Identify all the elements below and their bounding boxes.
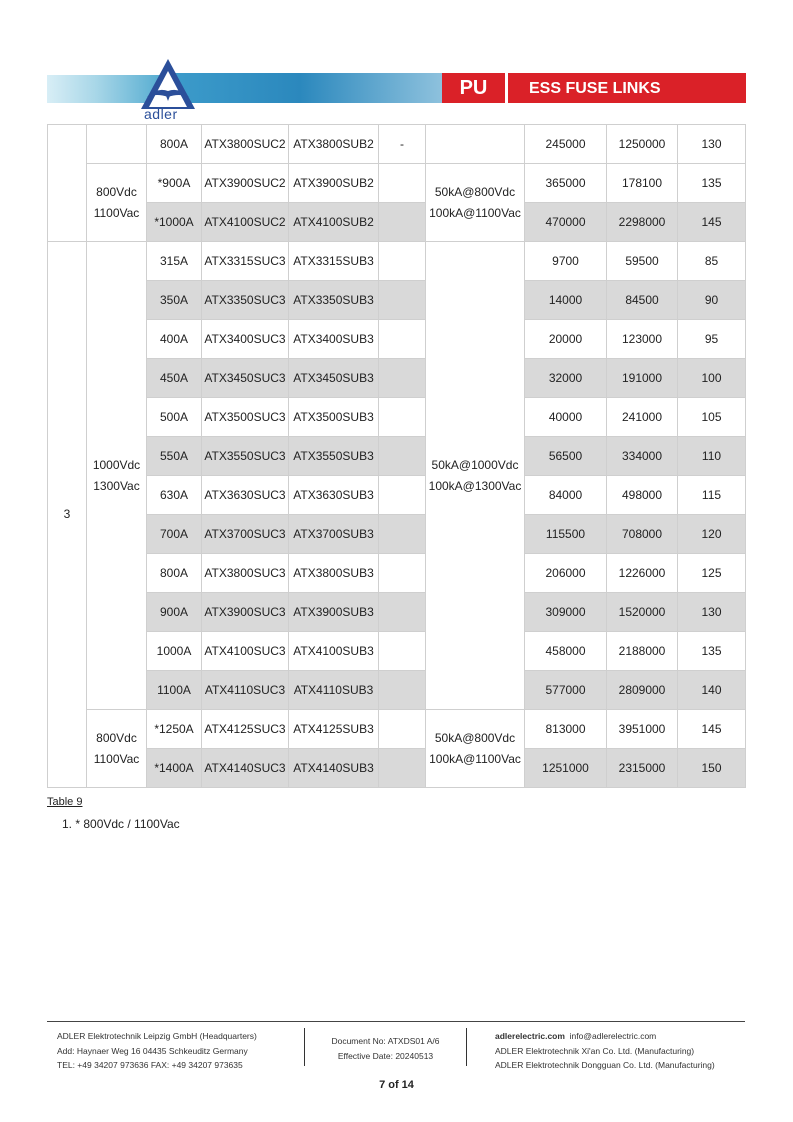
- total-i2t-cell: 2188000: [607, 632, 678, 671]
- footer-headquarters: [57, 1029, 257, 1073]
- power-loss-cell: 140: [678, 671, 746, 710]
- table-row: [48, 593, 746, 632]
- mark-cell: [379, 671, 426, 710]
- rated-current-cell: *900A: [147, 164, 202, 203]
- footer-document-info: [318, 1034, 453, 1063]
- pre-arcing-i2t-cell: 14000: [525, 281, 607, 320]
- breaking-ac: 100kA@1300Vac: [428, 478, 522, 493]
- pre-arcing-i2t-cell: 115500: [525, 515, 607, 554]
- rated-current-cell: 450A: [147, 359, 202, 398]
- total-i2t-cell: 123000: [607, 320, 678, 359]
- total-i2t-cell: 1250000: [607, 125, 678, 164]
- part-number-sub-cell: ATX4125SUB3: [289, 710, 379, 749]
- breaking-capacity-cell: [426, 710, 525, 788]
- part-number-suc-cell: ATX3400SUC3: [202, 320, 289, 359]
- footer-rule: [47, 1021, 745, 1022]
- total-i2t-cell: 241000: [607, 398, 678, 437]
- power-loss-cell: 150: [678, 749, 746, 788]
- footer-divider: [466, 1028, 467, 1066]
- table-row: [48, 515, 746, 554]
- page-number: 7 of 14: [379, 1079, 414, 1091]
- part-number-sub-cell: ATX3350SUB3: [289, 281, 379, 320]
- breaking-ac: 100kA@1100Vac: [429, 751, 521, 766]
- logo-text: adler: [144, 106, 178, 122]
- rated-current-cell: 500A: [147, 398, 202, 437]
- voltage-dc: 800Vdc: [96, 730, 137, 745]
- rated-current-cell: *1000A: [147, 203, 202, 242]
- power-loss-cell: 125: [678, 554, 746, 593]
- part-number-suc-cell: ATX3550SUC3: [202, 437, 289, 476]
- total-i2t-cell: 1520000: [607, 593, 678, 632]
- mark-cell: [379, 632, 426, 671]
- power-loss-cell: 115: [678, 476, 746, 515]
- size-cell: 3: [48, 242, 87, 788]
- voltage-cell: [87, 242, 147, 710]
- voltage-ac: 1100Vac: [93, 751, 140, 766]
- total-i2t-cell: 2809000: [607, 671, 678, 710]
- total-i2t-cell: 1226000: [607, 554, 678, 593]
- rated-current-cell: 630A: [147, 476, 202, 515]
- mark-cell: [379, 242, 426, 281]
- page-header: [47, 57, 746, 127]
- mark-cell: [379, 281, 426, 320]
- pre-arcing-i2t-cell: 20000: [525, 320, 607, 359]
- mark-cell: [379, 203, 426, 242]
- pre-arcing-i2t-cell: 470000: [525, 203, 607, 242]
- adler-logo-icon: [137, 57, 199, 111]
- total-i2t-cell: 498000: [607, 476, 678, 515]
- part-number-sub-cell: ATX4110SUB3: [289, 671, 379, 710]
- part-number-sub-cell: ATX3700SUB3: [289, 515, 379, 554]
- power-loss-cell: 135: [678, 632, 746, 671]
- power-loss-cell: 130: [678, 125, 746, 164]
- table-row: [48, 242, 746, 281]
- breaking-dc: 50kA@800Vdc: [434, 184, 516, 199]
- part-number-suc-cell: ATX4140SUC3: [202, 749, 289, 788]
- part-number-suc-cell: ATX3900SUC3: [202, 593, 289, 632]
- power-loss-cell: 110: [678, 437, 746, 476]
- mark-cell: [379, 398, 426, 437]
- table-row: [48, 125, 746, 164]
- part-number-suc-cell: ATX4110SUC3: [202, 671, 289, 710]
- mark-cell: [379, 593, 426, 632]
- voltage-dc: 800Vdc: [96, 184, 137, 199]
- rated-current-cell: 315A: [147, 242, 202, 281]
- table-row: [48, 632, 746, 671]
- mark-cell: [379, 320, 426, 359]
- power-loss-cell: 90: [678, 281, 746, 320]
- header-section-label: PU: [459, 77, 488, 99]
- footer-website-link[interactable]: adlerelectric.com: [495, 1031, 565, 1041]
- pre-arcing-i2t-cell: 32000: [525, 359, 607, 398]
- part-number-sub-cell: ATX3315SUB3: [289, 242, 379, 281]
- power-loss-cell: 145: [678, 710, 746, 749]
- total-i2t-cell: 191000: [607, 359, 678, 398]
- table-row: [48, 320, 746, 359]
- power-loss-cell: 120: [678, 515, 746, 554]
- breaking-dc: 50kA@800Vdc: [434, 730, 516, 745]
- table-row: [48, 710, 746, 749]
- pre-arcing-i2t-cell: 84000: [525, 476, 607, 515]
- power-loss-cell: 100: [678, 359, 746, 398]
- note-item: 1. * 800Vdc / 1100Vac: [62, 817, 180, 831]
- mark-cell: -: [379, 125, 426, 164]
- table-row: [48, 359, 746, 398]
- rated-current-cell: 350A: [147, 281, 202, 320]
- pre-arcing-i2t-cell: 1251000: [525, 749, 607, 788]
- mark-cell: [379, 476, 426, 515]
- table-row: [48, 476, 746, 515]
- rated-current-cell: 550A: [147, 437, 202, 476]
- part-number-suc-cell: ATX3700SUC3: [202, 515, 289, 554]
- table-row: [48, 164, 746, 203]
- footer-email-link[interactable]: info@adlerelectric.com: [569, 1031, 657, 1041]
- power-loss-cell: 130: [678, 593, 746, 632]
- total-i2t-cell: 334000: [607, 437, 678, 476]
- rated-current-cell: *1400A: [147, 749, 202, 788]
- table-row: [48, 671, 746, 710]
- rated-current-cell: *1250A: [147, 710, 202, 749]
- voltage-ac: 1100Vac: [93, 205, 140, 220]
- footer-contact: [495, 1029, 715, 1073]
- part-number-sub-cell: ATX4100SUB3: [289, 632, 379, 671]
- rated-current-cell: 700A: [147, 515, 202, 554]
- breaking-capacity-cell: [426, 242, 525, 710]
- rated-current-cell: 1100A: [147, 671, 202, 710]
- pre-arcing-i2t-cell: 365000: [525, 164, 607, 203]
- total-i2t-cell: 3951000: [607, 710, 678, 749]
- mark-cell: [379, 437, 426, 476]
- part-number-suc-cell: ATX3450SUC3: [202, 359, 289, 398]
- pre-arcing-i2t-cell: 309000: [525, 593, 607, 632]
- rated-current-cell: 1000A: [147, 632, 202, 671]
- footer-dongguan: ADLER Elektrotechnik Dongguan Co. Ltd. (Manufacturing): [495, 1060, 715, 1070]
- voltage-cell: [87, 125, 147, 164]
- power-loss-cell: 135: [678, 164, 746, 203]
- mark-cell: [379, 164, 426, 203]
- total-i2t-cell: 708000: [607, 515, 678, 554]
- pre-arcing-i2t-cell: 56500: [525, 437, 607, 476]
- footer-phone: TEL: +49 34207 973636 FAX: +49 34207 973635: [57, 1060, 243, 1070]
- part-number-suc-cell: ATX3800SUC2: [202, 125, 289, 164]
- total-i2t-cell: 84500: [607, 281, 678, 320]
- table-row: [48, 437, 746, 476]
- total-i2t-cell: 59500: [607, 242, 678, 281]
- mark-cell: [379, 554, 426, 593]
- table-row: [48, 281, 746, 320]
- voltage-dc: 1000Vdc: [92, 457, 141, 472]
- power-loss-cell: 105: [678, 398, 746, 437]
- part-number-sub-cell: ATX4100SUB2: [289, 203, 379, 242]
- mark-cell: [379, 515, 426, 554]
- pre-arcing-i2t-cell: 813000: [525, 710, 607, 749]
- part-number-sub-cell: ATX3900SUB3: [289, 593, 379, 632]
- part-number-sub-cell: ATX3550SUB3: [289, 437, 379, 476]
- size-cell: [48, 125, 87, 242]
- table-row: [48, 554, 746, 593]
- part-number-sub-cell: ATX3400SUB3: [289, 320, 379, 359]
- voltage-cell: [87, 164, 147, 242]
- pre-arcing-i2t-cell: 245000: [525, 125, 607, 164]
- part-number-suc-cell: ATX4100SUC2: [202, 203, 289, 242]
- table-row: [48, 398, 746, 437]
- pre-arcing-i2t-cell: 458000: [525, 632, 607, 671]
- pre-arcing-i2t-cell: 206000: [525, 554, 607, 593]
- part-number-suc-cell: ATX3900SUC2: [202, 164, 289, 203]
- footer-effective-date: Effective Date: 20240513: [337, 1050, 434, 1061]
- part-number-sub-cell: ATX4140SUB3: [289, 749, 379, 788]
- power-loss-cell: 95: [678, 320, 746, 359]
- part-number-suc-cell: ATX3800SUC3: [202, 554, 289, 593]
- breaking-dc: 50kA@1000Vdc: [431, 457, 519, 472]
- breaking-capacity-cell: [426, 125, 525, 164]
- breaking-capacity-cell: [426, 164, 525, 242]
- rated-current-cell: 900A: [147, 593, 202, 632]
- part-number-sub-cell: ATX3800SUB2: [289, 125, 379, 164]
- part-number-sub-cell: ATX3630SUB3: [289, 476, 379, 515]
- header-separator: [505, 73, 508, 103]
- voltage-ac: 1300Vac: [93, 478, 140, 493]
- mark-cell: [379, 359, 426, 398]
- footer-company: ADLER Elektrotechnik Leipzig GmbH (Headquarters): [57, 1031, 257, 1041]
- part-number-sub-cell: ATX3900SUB2: [289, 164, 379, 203]
- mark-cell: [379, 749, 426, 788]
- footer-xian: ADLER Elektrotechnik Xi'an Co. Ltd. (Manufacturing): [495, 1045, 695, 1056]
- part-number-sub-cell: ATX3450SUB3: [289, 359, 379, 398]
- total-i2t-cell: 2298000: [607, 203, 678, 242]
- pre-arcing-i2t-cell: 9700: [525, 242, 607, 281]
- table-row: [48, 749, 746, 788]
- total-i2t-cell: 2315000: [607, 749, 678, 788]
- part-number-sub-cell: ATX3500SUB3: [289, 398, 379, 437]
- fuse-data-table: [47, 124, 746, 788]
- footer-doc-number: Document No: ATXDS01 A/6: [331, 1036, 440, 1046]
- part-number-suc-cell: ATX3500SUC3: [202, 398, 289, 437]
- rated-current-cell: 800A: [147, 554, 202, 593]
- voltage-cell: [87, 710, 147, 788]
- total-i2t-cell: 178100: [607, 164, 678, 203]
- part-number-suc-cell: ATX4125SUC3: [202, 710, 289, 749]
- power-loss-cell: 145: [678, 203, 746, 242]
- table-caption: Table 9: [47, 796, 83, 808]
- part-number-suc-cell: ATX3350SUC3: [202, 281, 289, 320]
- part-number-suc-cell: ATX4100SUC3: [202, 632, 289, 671]
- part-number-sub-cell: ATX3800SUB3: [289, 554, 379, 593]
- footer-address: Add: Haynaer Weg 16 04435 Schkeuditz Germany: [57, 1045, 248, 1056]
- pre-arcing-i2t-cell: 40000: [525, 398, 607, 437]
- pre-arcing-i2t-cell: 577000: [525, 671, 607, 710]
- mark-cell: [379, 710, 426, 749]
- rated-current-cell: 400A: [147, 320, 202, 359]
- footer-divider: [304, 1028, 305, 1066]
- breaking-ac: 100kA@1100Vac: [429, 205, 521, 220]
- power-loss-cell: 85: [678, 242, 746, 281]
- part-number-suc-cell: ATX3630SUC3: [202, 476, 289, 515]
- part-number-suc-cell: ATX3315SUC3: [202, 242, 289, 281]
- table-row: [48, 203, 746, 242]
- rated-current-cell: 800A: [147, 125, 202, 164]
- header-title: ESS FUSE LINKS: [529, 80, 661, 97]
